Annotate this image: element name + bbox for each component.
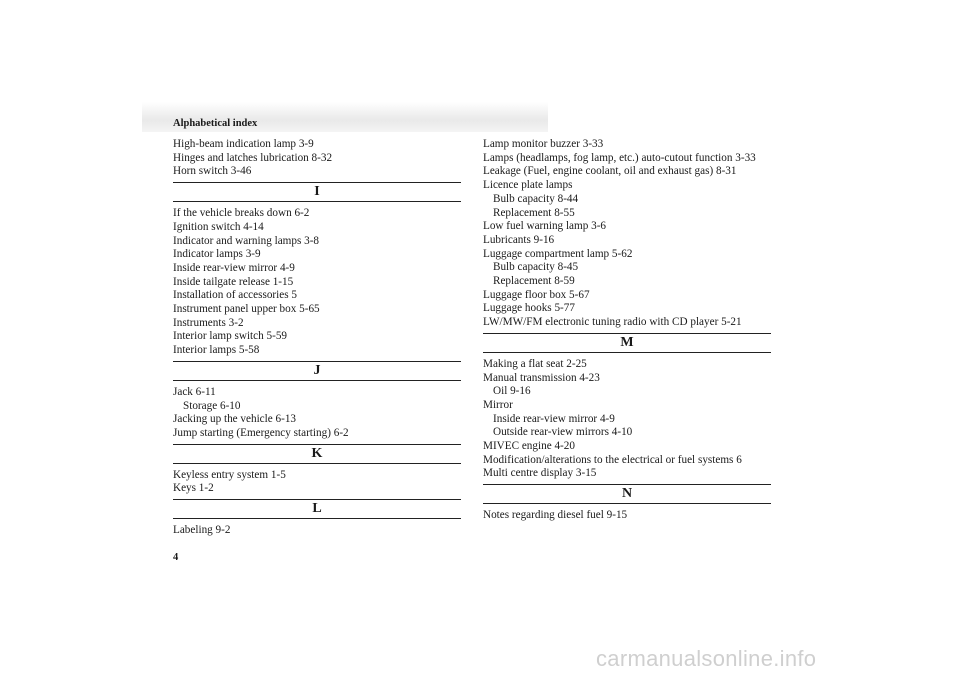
index-subentry: Inside rear-view mirror 4-9: [493, 412, 615, 425]
index-subentry: Replacement 8-55: [493, 206, 575, 219]
index-entry: Luggage floor box 5-67: [483, 288, 590, 301]
index-entry: Luggage hooks 5-77: [483, 302, 575, 315]
index-entry: Lamp monitor buzzer 3-33: [483, 138, 604, 150]
index-entry: Keyless entry system 1-5: [173, 468, 286, 481]
index-entry: Low fuel warning lamp 3-6: [483, 220, 607, 233]
index-entry: Interior lamp switch 5-59: [173, 330, 288, 343]
index-letter-heading: I: [173, 182, 461, 202]
index-entry: LW/MW/FM electronic tuning radio with CD player 5-21: [483, 316, 742, 329]
index-entry: Notes regarding diesel fuel 9-15: [483, 509, 628, 522]
index-entry: Inside tailgate release 1-15: [173, 275, 294, 288]
index-subentry: Bulb capacity 8-44: [493, 192, 579, 205]
index-entry: Multi centre display 3-15: [483, 467, 597, 480]
index-entry: Ignition switch 4-14: [173, 220, 264, 233]
index-subentry: Bulb capacity 8-45: [493, 261, 579, 274]
index-entry: Keys 1-2: [173, 482, 214, 495]
index-entry: Mirror: [483, 398, 513, 411]
index-entry: MIVEC engine 4-20: [483, 440, 575, 453]
index-entry: Modification/alterations to the electrical or fuel systems 6: [483, 453, 742, 466]
index-entry: Installation of accessories 5: [173, 289, 297, 302]
index-entry: Manual transmission 4-23: [483, 371, 600, 384]
index-subentry: Replacement 8-59: [493, 275, 575, 288]
index-entry: Horn switch 3-46: [173, 165, 252, 178]
index-entry: Instrument panel upper box 5-65: [173, 303, 320, 316]
index-entry: Interior lamps 5-58: [173, 344, 260, 357]
index-subentry: Oil 9-16: [493, 385, 531, 398]
index-entry: Indicator lamps 3-9: [173, 248, 261, 261]
index-entry: If the vehicle breaks down 6-2: [173, 207, 310, 220]
index-column-right: [483, 138, 771, 523]
index-subentry: Storage 6-10: [183, 399, 241, 412]
index-entry: High-beam indication lamp 3-9: [173, 138, 314, 150]
page-number: 4: [173, 552, 179, 563]
index-entry: Making a flat seat 2-25: [483, 357, 587, 370]
index-entry: Lubricants 9-16: [483, 233, 555, 246]
index-letter-heading: J: [173, 361, 461, 381]
index-entry: Luggage compartment lamp 5-62: [483, 247, 633, 260]
index-entry: Instruments 3-2: [173, 316, 244, 329]
index-entry: Inside rear-view mirror 4-9: [173, 261, 295, 274]
index-entry: Lamps (headlamps, fog lamp, etc.) auto-cutout function 3-33: [483, 151, 756, 164]
index-entry: Jacking up the vehicle 6-13: [173, 413, 297, 426]
index-letter-heading: N: [483, 484, 771, 504]
index-entry: Leakage (Fuel, engine coolant, oil and exhaust gas) 8-31: [483, 165, 737, 178]
page-header-title: Alphabetical index: [173, 118, 258, 129]
index-letter-heading: L: [173, 499, 461, 519]
index-letter-heading: K: [173, 444, 461, 464]
watermark-text: carmanualsonline.info: [596, 646, 817, 671]
index-entry: Jump starting (Emergency starting) 6-2: [173, 426, 349, 439]
index-letter-heading: M: [483, 333, 771, 353]
index-entry: Licence plate lamps: [483, 179, 573, 192]
index-entry: Indicator and warning lamps 3-8: [173, 234, 320, 247]
index-subentry: Outside rear-view mirrors 4-10: [493, 426, 633, 439]
index-entry: Hinges and latches lubrication 8-32: [173, 151, 333, 164]
index-column-left: [173, 138, 461, 538]
index-entry: Jack 6-11: [173, 385, 216, 398]
index-entry: Labeling 9-2: [173, 524, 231, 537]
